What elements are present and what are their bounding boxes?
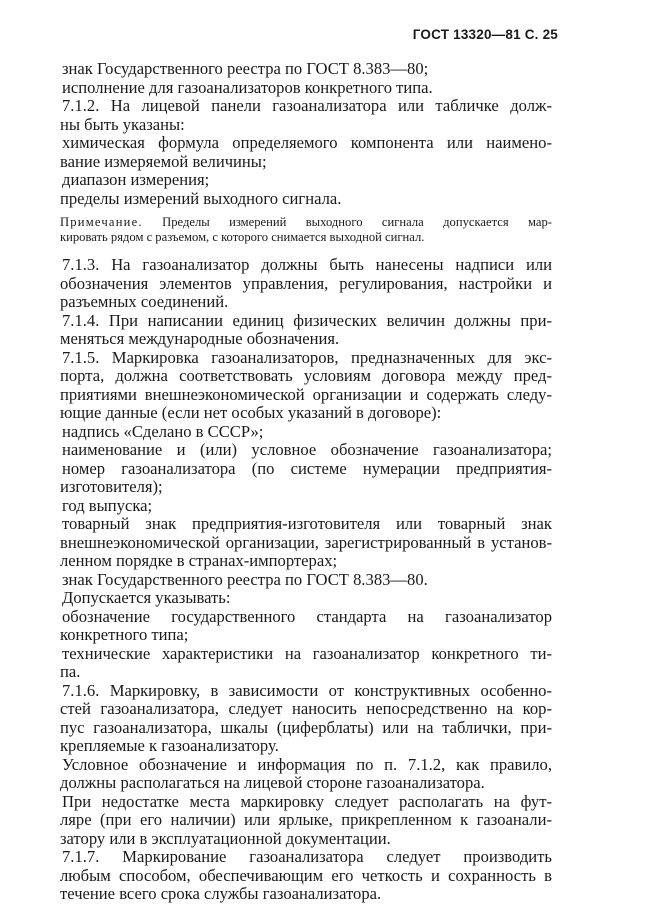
text-line: товарный знак предприятия-изготовителя или товарный знак — [62, 514, 552, 533]
note-block — [60, 215, 552, 244]
text-line: ляре (при его наличии) или ярлыке, прикрепленном к газоанали- — [60, 810, 552, 829]
text-line: течение всего срока службы газоанализатора. — [60, 884, 382, 903]
text-line: номер газоанализатора (по системе нумерации предприятия- — [62, 458, 552, 478]
text-line: ны быть указаны: — [60, 114, 185, 134]
text-line: па. — [60, 662, 81, 681]
text-line: знак Государственного реестра по ГОСТ 8.383—80; — [62, 59, 429, 78]
note-line — [60, 215, 552, 230]
text-line: вание измеряемой величины; — [60, 151, 267, 171]
text-line: должны располагаться на лицевой стороне газоанализатора. — [60, 773, 485, 792]
text-line: обозначение государственного стандарта на газоанализатор — [62, 606, 552, 626]
text-line: внешнеэкономической организации, зарегистрированный в установ- — [60, 532, 552, 552]
text-line: порта, должна соответствовать условиям договора между пред- — [60, 366, 552, 385]
text-line: 7.1.2. На лицевой панели газоанализатора или табличке долж- — [62, 96, 552, 115]
text-line: При недостатке места маркировку следует располагать на фут- — [62, 791, 552, 811]
text-line: 7.1.7. Маркирование газоанализатора следует производить — [62, 847, 552, 866]
text-line: крепляемые к газоанализатору. — [60, 736, 279, 755]
text-line: исполнение для газоанализаторов конкретного типа. — [62, 77, 433, 97]
text-line: ленном порядке в странах-импортерах; — [60, 551, 338, 570]
text-line: затору или в эксплуатационной документации. — [60, 828, 391, 848]
text-line: Условное обозначение и информация по п. 7.1.2, как правило, — [62, 754, 552, 774]
note-text: Пределы измерений выходного сигнала допускается мар- — [142, 215, 552, 229]
text-line: обозначения элементов управления, регулирования, настройки и — [60, 273, 552, 293]
text-line: меняться международные обозначения. — [60, 329, 340, 348]
text-line: 7.1.3. На газоанализатор должны быть нанесены надписи или — [62, 255, 552, 274]
text-line: стей газоанализатора, следует наносить непосредственно на кор- — [60, 699, 552, 718]
text-line: конкретного типа; — [60, 625, 189, 644]
note-line: кировать рядом с разъемом, с которого снимается выходной сигнал. — [60, 229, 425, 244]
text-line: 7.1.5. Маркировка газоанализаторов, предназначенных для экс- — [62, 347, 552, 367]
document-body — [60, 60, 552, 904]
text-line: ющие данные (если нет особых указаний в договоре): — [60, 403, 442, 422]
text-line: наименование и (или) условное обозначение газоанализатора; — [62, 440, 552, 459]
page-header: ГОСТ 13320—81 С. 25 — [412, 27, 558, 42]
text-line: пределы измерений выходного сигнала. — [60, 188, 342, 208]
text-line: изготовителя); — [60, 477, 163, 496]
note-label: Примечание. — [60, 215, 143, 229]
text-line: пус газоанализатора, шкалы (циферблаты) или на таблички, при- — [60, 717, 552, 737]
text-line: диапазон измерения; — [62, 170, 210, 189]
text-line: знак Государственного реестра по ГОСТ 8.383—80. — [62, 569, 428, 589]
text-line: надпись «Сделано в СССР»; — [62, 421, 264, 441]
text-line: приятиями внешнеэкономической организации и содержать следу- — [60, 384, 552, 404]
text-line: Допускается указывать: — [62, 588, 231, 607]
text-line: разъемных соединений. — [60, 292, 229, 311]
text-line: 7.1.4. При написании единиц физических величин должны при- — [62, 310, 552, 330]
text-line: 7.1.6. Маркировку, в зависимости от конструктивных особенно- — [62, 680, 552, 700]
text-line: химическая формула определяемого компонента или наимено- — [62, 133, 552, 152]
text-line: любым способом, обеспечивающим его четкость и сохранность в — [60, 865, 552, 885]
text-line: технические характеристики на газоанализатор конкретного ти- — [62, 643, 552, 663]
text-line: год выпуска; — [62, 495, 153, 515]
